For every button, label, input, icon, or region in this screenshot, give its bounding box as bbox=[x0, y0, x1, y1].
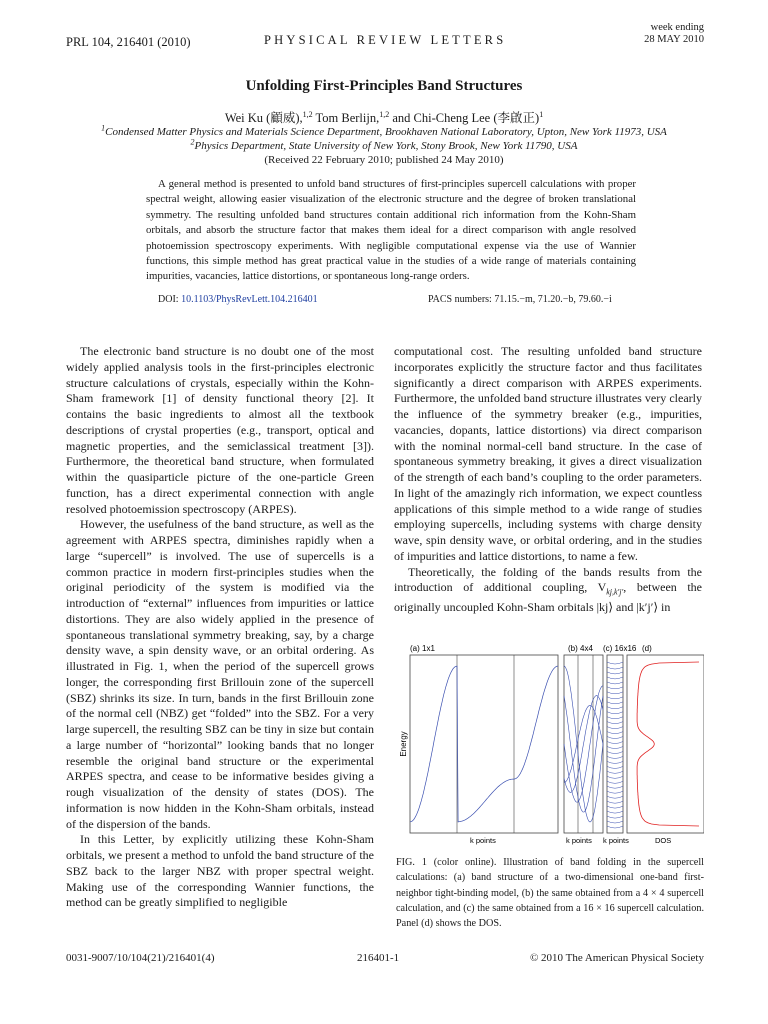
doi-link[interactable]: 10.1103/PhysRevLett.104.216401 bbox=[181, 294, 318, 305]
panel-c-bands bbox=[607, 662, 623, 828]
panel-a-frame bbox=[410, 655, 558, 833]
left-column bbox=[66, 344, 374, 911]
affiliation-text: Condensed Matter Physics and Materials Science Department, Brookhaven National Laboratory, Upton, New York 11973, USA bbox=[105, 126, 667, 138]
affiliation-1 bbox=[0, 123, 768, 138]
figure-caption: FIG. 1 (color online). Illustration of band folding in the supercell calculations: (a) band structure of a two-dimensional one-band first-neighbor tight-binding model, (b) the same obtained from a 4 × 4 supercell calculation, and (c) the same obtained from a 16 × 16 supercell calculation. Panel (d) shows the DOS. bbox=[396, 857, 704, 930]
footer-code: 0031-9007/10/104(21)/216401(4) bbox=[66, 952, 215, 964]
supercell-band bbox=[607, 712, 623, 714]
affiliation-text: Physics Department, State University of New York, Stony Brook, New York 11790, USA bbox=[194, 140, 578, 152]
supercell-band bbox=[607, 732, 623, 734]
supercell-band bbox=[607, 771, 623, 773]
author-affiliation-mark: 1,2 bbox=[302, 109, 313, 119]
paper-title: Unfolding First-Principles Band Structures bbox=[245, 78, 523, 94]
copyright: © 2010 The American Physical Society bbox=[529, 952, 704, 964]
right-column bbox=[394, 344, 702, 616]
supercell-band bbox=[607, 766, 623, 768]
supercell-band bbox=[607, 747, 623, 749]
author-name: Wei Ku (顧威), bbox=[224, 111, 303, 125]
supercell-band bbox=[607, 752, 623, 754]
supercell-band bbox=[607, 826, 623, 828]
supercell-band bbox=[607, 811, 623, 813]
author-list bbox=[0, 108, 768, 126]
supercell-band bbox=[607, 697, 623, 699]
panel-a-xlabel: k points bbox=[470, 836, 496, 845]
supercell-band bbox=[607, 791, 623, 793]
paragraph: The electronic band structure is no doubt one of the most widely applied analysis tools in the first-principles electronic structure calculations of crystals, especially within the Kohn-Sham framework [1] of density functional theory [2]. It contains the basic ingredients to almost all the textbook descriptions of crystal properties (e.g., transport, optical and magnetic properties, and the semiclassical treatment [3]). Furthermore, the theoretical band structure, when formulated within the quasiparticle picture of the one-particle Green function, has a direct experimental connection with angle resolved photoemission spectroscopy (ARPES). bbox=[66, 344, 374, 516]
issue-date bbox=[644, 22, 704, 46]
affiliation-2 bbox=[0, 137, 768, 152]
panel-b-bands bbox=[564, 666, 603, 822]
energy-axis-label: Energy bbox=[399, 731, 408, 757]
page-number: 216401-1 bbox=[357, 952, 400, 964]
paragraph-text: Theoretically, the folding of the bands results from the introduction of additional coupling, V bbox=[394, 564, 702, 595]
affiliation-number: 1 bbox=[101, 123, 106, 133]
supercell-band bbox=[607, 672, 623, 674]
week-label: week ending bbox=[650, 22, 704, 33]
journal-reference: PRL 104, 216401 (2010) bbox=[66, 35, 191, 49]
paragraph: In this Letter, by explicitly utilizing these Kohn-Sham orbitals, we present a method to unfold the band structure of the SBZ back to the larger NBZ with proper spectral weight. Making use of the corresponding Wannier functions, the method can be greatly simplified to negligible bbox=[66, 832, 374, 910]
supercell-band bbox=[607, 717, 623, 719]
journal-name: PHYSICAL REVIEW LETTERS bbox=[264, 33, 507, 47]
panel-d-xlabel: DOS bbox=[655, 836, 672, 845]
supercell-band bbox=[607, 702, 623, 704]
supercell-band bbox=[607, 776, 623, 778]
panel-label-c: (c) 16x16 bbox=[603, 644, 637, 653]
supercell-band bbox=[607, 682, 623, 684]
paragraph: computational cost. The resulting unfolded band structure incorporates explicitly the structure factor and thus facilitates significantly a direct comparison with ARPES experiments. Furthermore, the unfolded band structure illustrates very clearly the influence of the symmetry breaker (e.g., impurities, vacancies, dopants, lattice distortions) via direct comparison with the nominal normal-cell band structure. In the case of spontaneous symmetry breaking, it gives a direct visualization of the strength of each band’s coupling to the order parameters. In light of the amazingly rich information, we expect countless applications of this simple method to a wide range of studies employing supercells, including systems with charge density wave, spin density wave, or orbital ordering, and in the studies of impurities and lattice distortions, to name a few. bbox=[394, 344, 702, 563]
supercell-band bbox=[607, 707, 623, 709]
supercell-band bbox=[607, 786, 623, 788]
folded-band bbox=[564, 696, 603, 793]
dos-curve bbox=[637, 662, 699, 826]
supercell-band bbox=[607, 727, 623, 729]
supercell-band bbox=[607, 742, 623, 744]
panel-d-frame bbox=[627, 655, 704, 833]
doi-line bbox=[158, 294, 318, 305]
figure-1 bbox=[398, 640, 704, 850]
panel-label-d: (d) bbox=[642, 644, 652, 653]
supercell-band bbox=[607, 816, 623, 818]
supercell-band bbox=[607, 806, 623, 808]
author-affiliation-mark: 1,2 bbox=[379, 109, 390, 119]
paragraph bbox=[394, 565, 702, 617]
panel-c-xlabel: k points bbox=[603, 836, 629, 845]
paragraph: However, the usefulness of the band structure, as well as the agreement with ARPES spectra, diminishes rapidly when a large “supercell” is involved. The use of supercells is a common practice in modern first-principles studies when the original periodicity of the system is modified via the introduction of “external” influences from impurities or lattice distortions. They are also widely applied in the presence of spontaneous translational symmetry breaking, say, by a charge density wave, a spin density wave, or an orbital ordering. As illustrated in Fig. 1, when the period of the supercell grows longer, the corresponding first Brillouin zone of the supercell (SBZ) shrinks its size. In turn, bands in the first Brillouin zone of the normal cell (NBZ) get “folded” into the SBZ. For a very large supercell, the resulting SBZ can be tiny in size but contain a large number of “horizontal” looking bands that no longer resemble the original band structure or the experimental ARPES spectra, and cease to be informative besides giving a rough visualization of the density of states (DOS). The information is now hidden in the Kohn-Sham orbitals, instead of the dispersion of the bands. bbox=[66, 517, 374, 831]
panel-c-frame bbox=[607, 655, 623, 833]
supercell-band bbox=[607, 687, 623, 689]
affiliation-number: 2 bbox=[190, 137, 195, 147]
panel-b-xlabel: k points bbox=[566, 836, 592, 845]
doi-label: DOI: bbox=[158, 294, 179, 305]
pacs-numbers: PACS numbers: 71.15.−m, 71.20.−b, 79.60.−i bbox=[428, 294, 612, 305]
supercell-band bbox=[607, 821, 623, 823]
supercell-band bbox=[607, 756, 623, 758]
panel-label-b: (b) 4x4 bbox=[568, 644, 593, 653]
panel-a-band bbox=[410, 666, 558, 822]
week-date: 28 MAY 2010 bbox=[644, 34, 704, 45]
author-affiliation-mark: 1 bbox=[539, 109, 544, 119]
panel-label-a: (a) 1x1 bbox=[410, 644, 435, 653]
author-name: and Chi-Cheng Lee (李啟正) bbox=[389, 111, 540, 125]
supercell-band bbox=[607, 761, 623, 763]
supercell-band bbox=[607, 737, 623, 739]
supercell-band bbox=[607, 781, 623, 783]
abstract: A general method is presented to unfold band structures of first-principles supercell calculations with proper spectral weight, allowing easier visualization of the electronic structure and the degree of broken translational symmetry. The resulting unfolded band structures contain additional rich information from the Kohn-Sham orbitals, and absorb the structure factor that makes them ideal for a direct comparison with angle resolved photoemission spectroscopy experiments. With negligible computational expense via the use of Wannier functions, this simple method has great practical value in the studies of a wide range of materials containing impurities, vacancies, lattice distortions, or spontaneous long-range orders. bbox=[146, 178, 636, 283]
panel-d-dos bbox=[637, 662, 699, 826]
supercell-band bbox=[607, 677, 623, 679]
coupling-subscript: kj,k′j′ bbox=[606, 587, 624, 597]
supercell-band bbox=[607, 796, 623, 798]
supercell-band bbox=[607, 801, 623, 803]
supercell-band bbox=[607, 667, 623, 669]
supercell-band bbox=[607, 722, 623, 724]
supercell-band bbox=[607, 692, 623, 694]
author-name: Tom Berlijn, bbox=[312, 111, 380, 125]
paragraph-text: , between the originally uncoupled Kohn-Sham orbitals |kj⟩ and |k′j′⟩ in bbox=[394, 580, 702, 615]
supercell-band bbox=[607, 662, 623, 664]
band-curve bbox=[410, 666, 558, 822]
received-dates: (Received 22 February 2010; published 24 May 2010) bbox=[264, 154, 504, 166]
